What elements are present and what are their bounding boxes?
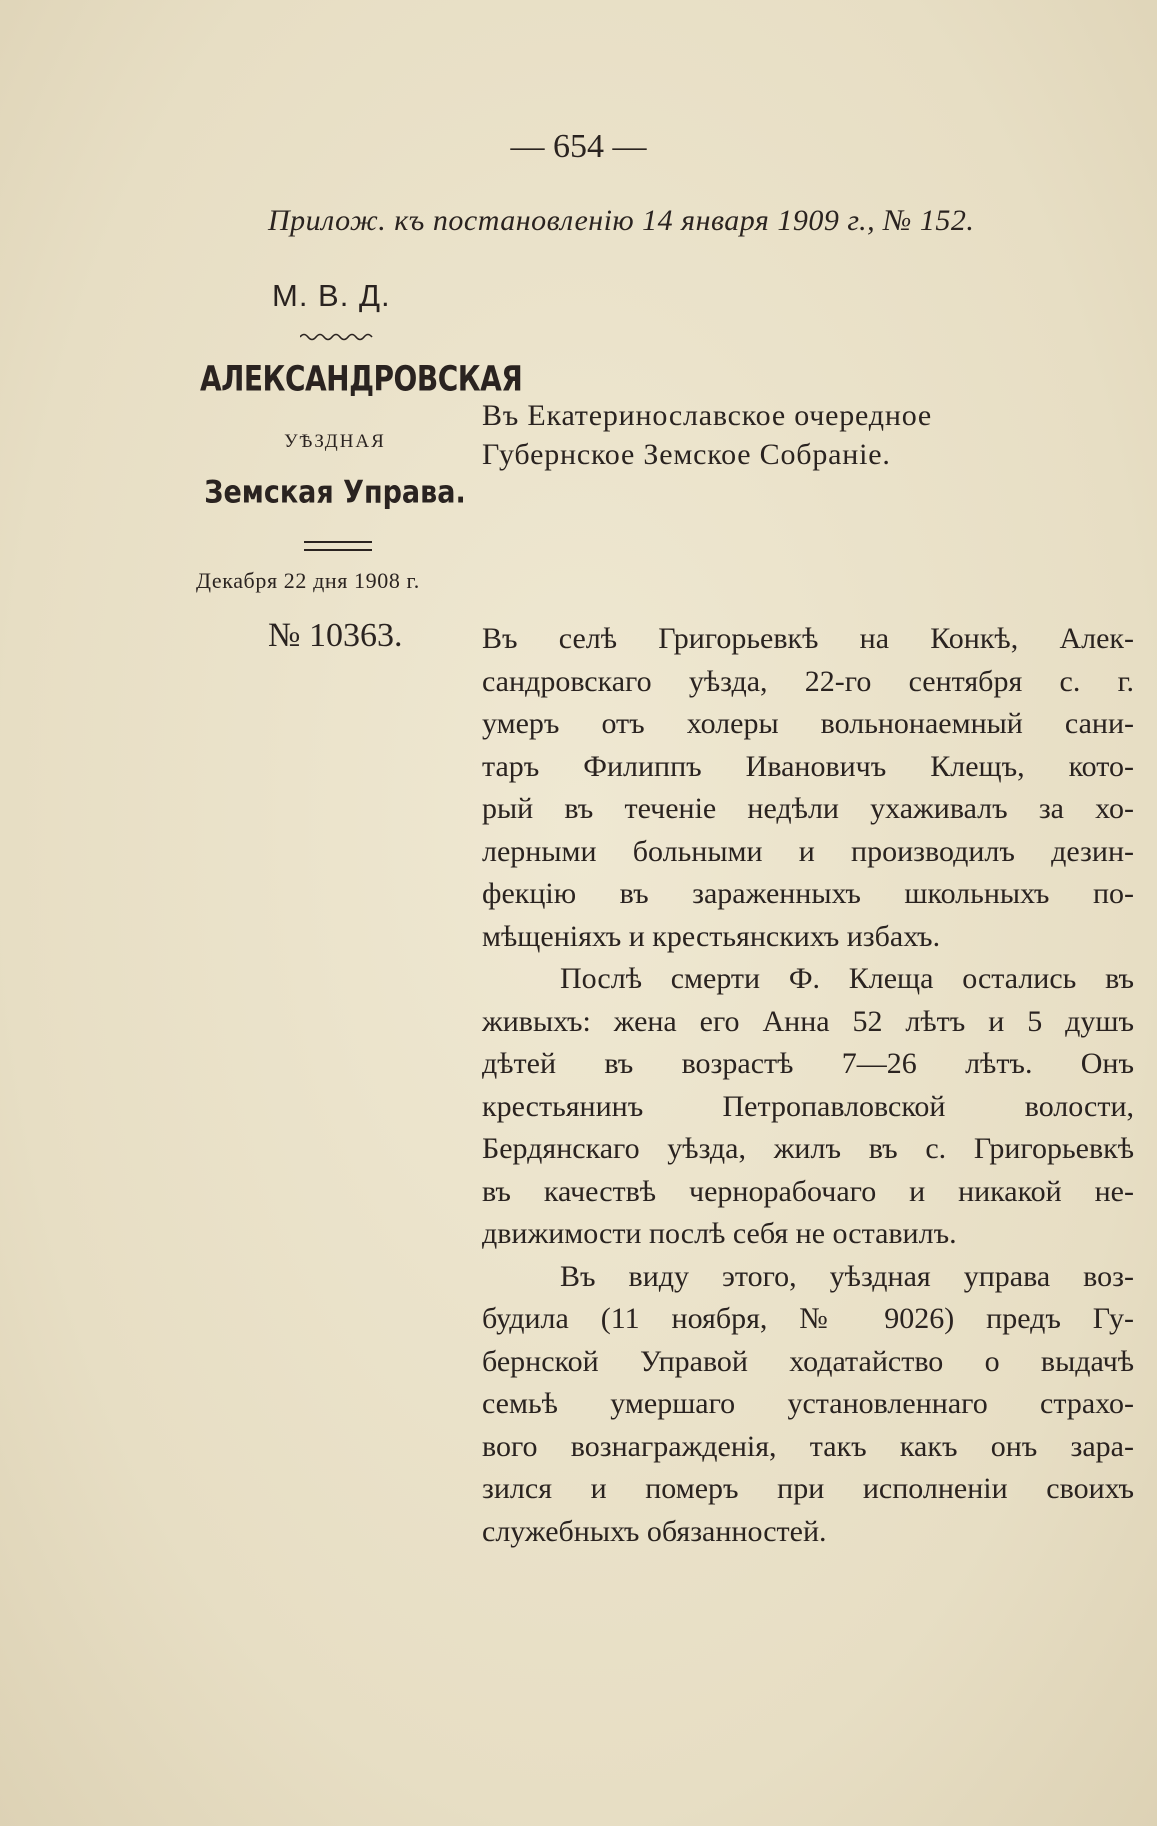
ministry-abbreviation: М. В. Д. <box>272 278 391 313</box>
body-line: умеръ отъ холеры вольнонаемный сани- <box>482 707 1134 740</box>
body-line: Въ виду этого, уѣздная управа воз- <box>560 1259 1134 1293</box>
body-line: крестьянинъ Петропавловской волости, <box>482 1089 1134 1123</box>
double-rule-divider <box>304 541 372 551</box>
body-line: таръ Филиппъ Ивановичъ Клещъ, кото- <box>482 749 1134 783</box>
uezdnaya-label: УѢЗДНАЯ <box>284 431 386 452</box>
body-line: Послѣ смерти Ф. Клеща остались въ <box>560 962 1134 995</box>
appendix-note: Прилож. къ постановленію 14 января 1909 г., № 152. <box>268 204 975 237</box>
body-line: будила (11 ноября, № 9026) предъ Гу- <box>482 1302 1134 1335</box>
body-line: мѣщеніяхъ и крестьянскихъ избахъ. <box>482 919 941 953</box>
body-line: фекцію въ зараженныхъ школьныхъ по- <box>482 877 1134 910</box>
addressee-line: Губернское Земское Собраніе. <box>482 438 891 471</box>
uprava-name: АЛЕКСАНДРОВСКАЯ <box>200 357 523 400</box>
body-line: живыхъ: жена его Анна 52 лѣтъ и 5 душъ <box>482 1004 1134 1038</box>
body-line: служебныхъ обязанностей. <box>482 1514 827 1548</box>
wavy-divider <box>300 330 374 344</box>
zemskaya-uprava-label: Земская Управа. <box>204 474 466 511</box>
body-line: дѣтей въ возрастѣ 7—26 лѣтъ. Онъ <box>482 1047 1134 1080</box>
addressee-line: Въ Екатеринославское очередное <box>482 399 932 432</box>
body-line: въ качествѣ чернорабочаго и никакой не- <box>482 1174 1134 1208</box>
body-line: рый въ теченіе недѣли ухаживалъ за хо- <box>482 792 1134 825</box>
body-line: Въ селѣ Григорьевкѣ на Конкѣ, Алек- <box>482 622 1134 655</box>
letter-body <box>482 618 1134 1553</box>
document-date: Декабря 22 дня 1908 г. <box>196 568 420 593</box>
document-number: № 10363. <box>268 617 403 654</box>
body-line: Бердянскаго уѣзда, жилъ въ с. Григорьевкѣ <box>482 1132 1134 1165</box>
page-number: — 654 — <box>510 128 647 165</box>
body-line: вого вознагражденія, такъ какъ онъ зара- <box>482 1429 1134 1463</box>
body-line: лерными больными и производилъ дезин- <box>482 834 1134 868</box>
body-line: семьѣ умершаго установленнаго страхо- <box>482 1387 1134 1420</box>
body-line: бернской Управой ходатайство о выдачѣ <box>482 1344 1134 1378</box>
addressee <box>482 396 1132 474</box>
body-line: сандровскаго уѣзда, 22-го сентября с. г. <box>482 664 1134 698</box>
body-line: движимости послѣ себя не оставилъ. <box>482 1217 957 1250</box>
body-line: зился и померъ при исполненіи своихъ <box>482 1472 1134 1505</box>
